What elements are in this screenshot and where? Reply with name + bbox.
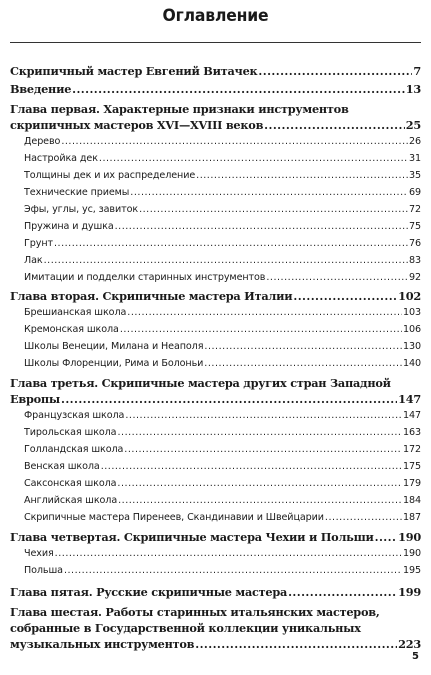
toc-chapter-1-line1: Глава первая. Характерные признаки инструментов bbox=[10, 102, 349, 116]
entry-title: Скрипичный мастер Евгений Витачек bbox=[10, 64, 258, 78]
toc-entry-sub[interactable] bbox=[24, 565, 421, 576]
toc-entry-introduction[interactable] bbox=[10, 82, 421, 96]
toc-entry-chapter-5[interactable] bbox=[10, 585, 421, 599]
entry-page: 179 bbox=[402, 478, 421, 489]
toc-entry-sub[interactable] bbox=[24, 255, 421, 266]
entry-title: Европы bbox=[10, 392, 60, 406]
entry-title: Школы Венеции, Милана и Неаполя bbox=[24, 341, 204, 352]
toc-entry-sub[interactable] bbox=[24, 410, 421, 421]
dot-leader bbox=[101, 461, 402, 472]
dot-leader bbox=[44, 255, 408, 266]
dot-leader bbox=[325, 512, 402, 523]
dot-leader bbox=[118, 495, 402, 506]
entry-title: Тирольская школа bbox=[24, 427, 117, 438]
toc-entry-sub[interactable] bbox=[24, 444, 421, 455]
entry-page: 72 bbox=[408, 204, 421, 215]
entry-page: 103 bbox=[402, 307, 421, 318]
entry-page: 7 bbox=[413, 64, 421, 78]
entry-page: 102 bbox=[398, 289, 421, 303]
entry-title: Английская школа bbox=[24, 495, 118, 506]
dot-leader bbox=[258, 64, 412, 78]
entry-title: Технические приемы bbox=[24, 187, 130, 198]
entry-page: 187 bbox=[402, 512, 421, 523]
entry-page: 199 bbox=[398, 585, 421, 599]
entry-page: 147 bbox=[398, 392, 421, 406]
toc-entry-chapter-6[interactable] bbox=[10, 637, 421, 651]
entry-page: 92 bbox=[408, 272, 421, 283]
dot-leader bbox=[293, 289, 397, 303]
dot-leader bbox=[204, 341, 402, 352]
entry-title: Дерево bbox=[24, 136, 61, 147]
dot-leader bbox=[266, 272, 408, 283]
toc-entry-chapter-2[interactable] bbox=[10, 289, 421, 303]
entry-page: 195 bbox=[402, 565, 421, 576]
entry-title: скрипичных мастеров XVI—XVIII веков bbox=[10, 118, 264, 132]
toc-chapter-3-line1: Глава третья. Скрипичные мастера других стран Западной bbox=[10, 376, 391, 390]
dot-leader bbox=[117, 478, 402, 489]
dot-leader bbox=[124, 444, 402, 455]
toc-chapter-6-line1: Глава шестая. Работы старинных итальянских мастеров, bbox=[10, 605, 380, 619]
entry-page: 190 bbox=[398, 530, 421, 544]
toc-entry-sub[interactable] bbox=[24, 512, 421, 523]
entry-title: Польша bbox=[24, 565, 63, 576]
dot-leader bbox=[61, 136, 408, 147]
toc-entry-sub[interactable] bbox=[24, 358, 421, 369]
entry-page: 69 bbox=[408, 187, 421, 198]
dot-leader bbox=[375, 530, 398, 544]
entry-title: Глава вторая. Скрипичные мастера Италии bbox=[10, 289, 293, 303]
entry-page: 223 bbox=[398, 637, 421, 651]
toc-entry-sub[interactable] bbox=[24, 204, 421, 215]
toc-entry-sub[interactable] bbox=[24, 153, 421, 164]
toc-entry-sub[interactable] bbox=[24, 187, 421, 198]
entry-page: 26 bbox=[408, 136, 421, 147]
entry-page: 83 bbox=[408, 255, 421, 266]
dot-leader bbox=[115, 221, 408, 232]
entry-title: Лак bbox=[24, 255, 43, 266]
dot-leader bbox=[195, 637, 397, 651]
entry-page: 76 bbox=[408, 238, 421, 249]
entry-page: 184 bbox=[402, 495, 421, 506]
toc-entry-sub[interactable] bbox=[24, 427, 421, 438]
entry-title: Чехия bbox=[24, 548, 54, 559]
dot-leader bbox=[99, 153, 408, 164]
entry-page: 13 bbox=[405, 82, 421, 96]
entry-page: 140 bbox=[402, 358, 421, 369]
entry-title: Толщины дек и их распределение bbox=[24, 170, 196, 181]
entry-title: Настройка дек bbox=[24, 153, 98, 164]
dot-leader bbox=[139, 204, 408, 215]
toc-entry-sub[interactable] bbox=[24, 221, 421, 232]
entry-page: 147 bbox=[402, 410, 421, 421]
toc-entry-sub[interactable] bbox=[24, 307, 421, 318]
page-number: 5 bbox=[412, 651, 419, 662]
dot-leader bbox=[117, 427, 402, 438]
entry-page: 106 bbox=[402, 324, 421, 335]
entry-page: 35 bbox=[408, 170, 421, 181]
entry-title: Голландская школа bbox=[24, 444, 124, 455]
toc-entry-sub[interactable] bbox=[24, 341, 421, 352]
toc-entry-sub[interactable] bbox=[24, 238, 421, 249]
toc-entry-chapter-1[interactable] bbox=[10, 118, 421, 132]
entry-title: Глава пятая. Русские скрипичные мастера bbox=[10, 585, 288, 599]
toc-entry-vitachek[interactable] bbox=[10, 64, 421, 78]
entry-page: 175 bbox=[402, 461, 421, 472]
entry-title: Брешианская школа bbox=[24, 307, 127, 318]
entry-title: Имитации и подделки старинных инструментов bbox=[24, 272, 266, 283]
toc-entry-chapter-3[interactable] bbox=[10, 392, 421, 406]
toc-entry-sub[interactable] bbox=[24, 461, 421, 472]
entry-title: Грунт bbox=[24, 238, 53, 249]
entry-page: 25 bbox=[405, 118, 421, 132]
dot-leader bbox=[61, 392, 397, 406]
dot-leader bbox=[196, 170, 408, 181]
entry-page: 190 bbox=[402, 548, 421, 559]
dot-leader bbox=[204, 358, 402, 369]
toc-entry-sub[interactable] bbox=[24, 136, 421, 147]
entry-title: Введение bbox=[10, 82, 72, 96]
entry-page: 163 bbox=[402, 427, 421, 438]
entry-title: Венская школа bbox=[24, 461, 100, 472]
toc-entry-sub[interactable] bbox=[24, 272, 421, 283]
entry-page: 31 bbox=[408, 153, 421, 164]
dot-leader bbox=[64, 565, 402, 576]
toc-entry-sub[interactable] bbox=[24, 170, 421, 181]
dot-leader bbox=[120, 324, 402, 335]
entry-title: Глава четвертая. Скрипичные мастера Чехии и Польши bbox=[10, 530, 374, 544]
toc-entry-sub[interactable] bbox=[24, 495, 421, 506]
dot-leader bbox=[127, 307, 402, 318]
dot-leader bbox=[130, 187, 408, 198]
entry-title: Кремонская школа bbox=[24, 324, 119, 335]
toc-chapter-6-line2: собранные в Государственной коллекции уникальных bbox=[10, 621, 361, 635]
dot-leader bbox=[72, 82, 405, 96]
toc-entry-sub[interactable] bbox=[24, 324, 421, 335]
toc-entry-sub[interactable] bbox=[24, 478, 421, 489]
entry-title: Школы Флоренции, Рима и Болоньи bbox=[24, 358, 204, 369]
entry-title: Пружина и душка bbox=[24, 221, 114, 232]
page-title: Оглавление bbox=[162, 6, 269, 26]
dot-leader bbox=[264, 118, 405, 132]
entry-page: 130 bbox=[402, 341, 421, 352]
dot-leader bbox=[54, 238, 408, 249]
entry-page: 75 bbox=[408, 221, 421, 232]
entry-title: Французская школа bbox=[24, 410, 125, 421]
toc-entry-chapter-4[interactable] bbox=[10, 530, 421, 544]
entry-page: 172 bbox=[402, 444, 421, 455]
entry-title: Саксонская школа bbox=[24, 478, 117, 489]
dot-leader bbox=[288, 585, 397, 599]
dot-leader bbox=[125, 410, 402, 421]
entry-title: музыкальных инструментов bbox=[10, 637, 195, 651]
title-divider bbox=[10, 42, 421, 43]
entry-title: Скрипичные мастера Пиренеев, Скандинавии и Швейцарии bbox=[24, 512, 324, 523]
entry-title: Эфы, углы, ус, завиток bbox=[24, 204, 139, 215]
toc-entry-sub[interactable] bbox=[24, 548, 421, 559]
dot-leader bbox=[55, 548, 402, 559]
